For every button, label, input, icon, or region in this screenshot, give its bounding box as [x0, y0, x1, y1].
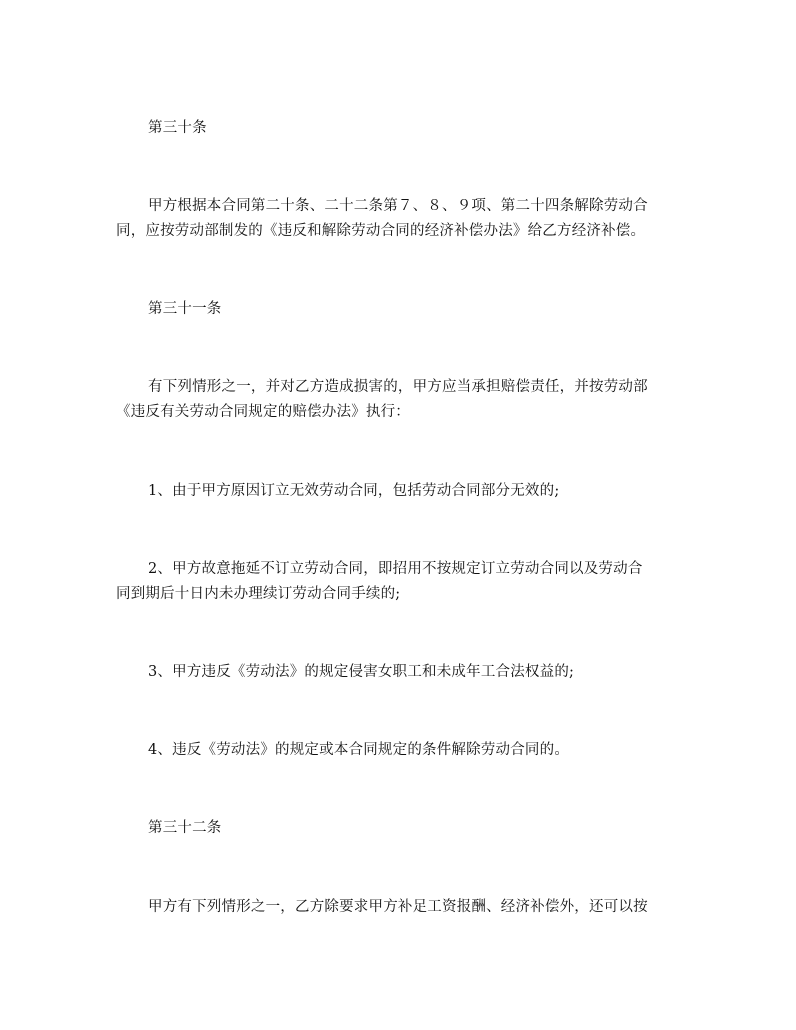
article-30-heading: 第三十条: [148, 120, 207, 136]
article-31-item-3: 3、甲方违反《劳动法》的规定侵害女职工和未成年工合法权益的;: [148, 664, 575, 680]
article-30-text-line-1: 甲方根据本合同第二十条、二十二条第７、８、９项、第二十四条解除劳动合: [148, 198, 648, 214]
article-32-text-line-1: 甲方有下列情形之一，乙方除要求甲方补足工资报酬、经济补偿外，还可以按: [148, 899, 648, 915]
article-31-item-2-line-2: 同到期后十日内未办理续订劳动合同手续的;: [116, 586, 401, 602]
article-31-intro-line-1: 有下列情形之一，并对乙方造成损害的，甲方应当承担赔偿责任，并按劳动部: [148, 379, 648, 395]
article-31-heading: 第三十一条: [148, 301, 222, 317]
article-31-item-2-line-1: 2、甲方故意拖延不订立劳动合同，即招用不按规定订立劳动合同以及劳动合: [148, 561, 643, 577]
article-31-intro-line-2: 《违反有关劳动合同规定的赔偿办法》执行：: [116, 404, 410, 420]
article-32-heading: 第三十二条: [148, 820, 222, 836]
article-30-text-line-2: 同，应按劳动部制发的《违反和解除劳动合同的经济补偿办法》给乙方经济补偿。: [116, 223, 646, 239]
article-31-item-4: 4、违反《劳动法》的规定或本合同规定的条件解除劳动合同的。: [148, 742, 570, 758]
article-31-item-1: 1、由于甲方原因订立无效劳动合同，包括劳动合同部分无效的;: [148, 483, 560, 499]
